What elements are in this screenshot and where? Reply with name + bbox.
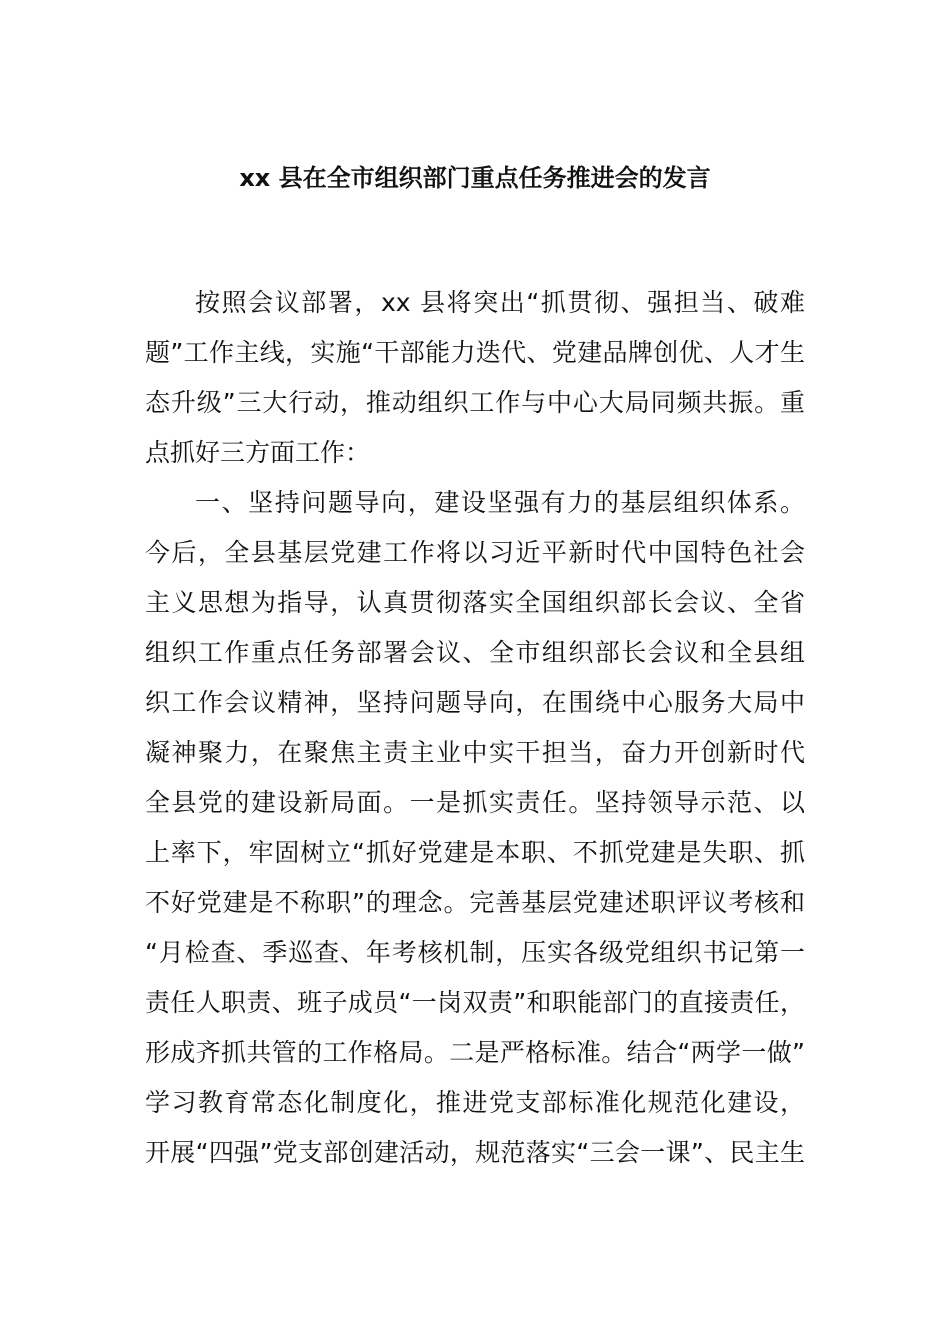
body-line: “月检查、季巡查、年考核机制，压实各级党组织书记第一 xyxy=(145,938,805,967)
body-line: 题”工作主线，实施“干部能力迭代、党建品牌创优、人才生 xyxy=(145,338,805,367)
body-line: 组织工作重点任务部署会议、全市组织部长会议和全县组 xyxy=(145,638,805,667)
body-line: 点抓好三方面工作： xyxy=(145,438,371,467)
body-line: 学习教育常态化制度化，推进党支部标准化规范化建设， xyxy=(145,1088,805,1117)
body-line: 形成齐抓共管的工作格局。二是严格标准。结合“两学一做” xyxy=(145,1038,805,1067)
body-line: 主义思想为指导，认真贯彻落实全国组织部长会议、全省 xyxy=(145,588,805,617)
body-line: 责任人职责、班子成员“一岗双责”和职能部门的直接责任， xyxy=(145,988,805,1017)
body-line: 态升级”三大行动，推动组织工作与中心大局同频共振。重 xyxy=(145,388,805,417)
body-line: 凝神聚力，在聚焦主责主业中实干担当，奋力开创新时代 xyxy=(145,738,805,767)
body-line: 全县党的建设新局面。一是抓实责任。坚持领导示范、以 xyxy=(145,788,805,817)
document-body xyxy=(145,278,805,1178)
body-line: 按照会议部署，xx 县将突出“抓贯彻、强担当、破难 xyxy=(195,288,805,317)
body-line: 开展“四强”党支部创建活动，规范落实“三会一课”、民主生 xyxy=(145,1138,805,1167)
body-line: 织工作会议精神，坚持问题导向，在围绕中心服务大局中 xyxy=(145,688,805,717)
body-line: 今后，全县基层党建工作将以习近平新时代中国特色社会 xyxy=(145,538,805,567)
body-line: 上率下，牢固树立“抓好党建是本职、不抓党建是失职、抓 xyxy=(145,838,805,867)
body-line: 不好党建是不称职”的理念。完善基层党建述职评议考核和 xyxy=(145,888,805,917)
body-line: 一、坚持问题导向，建设坚强有力的基层组织体系。 xyxy=(195,488,805,517)
document-title: xx 县在全市组织部门重点任务推进会的发言 xyxy=(239,164,711,192)
